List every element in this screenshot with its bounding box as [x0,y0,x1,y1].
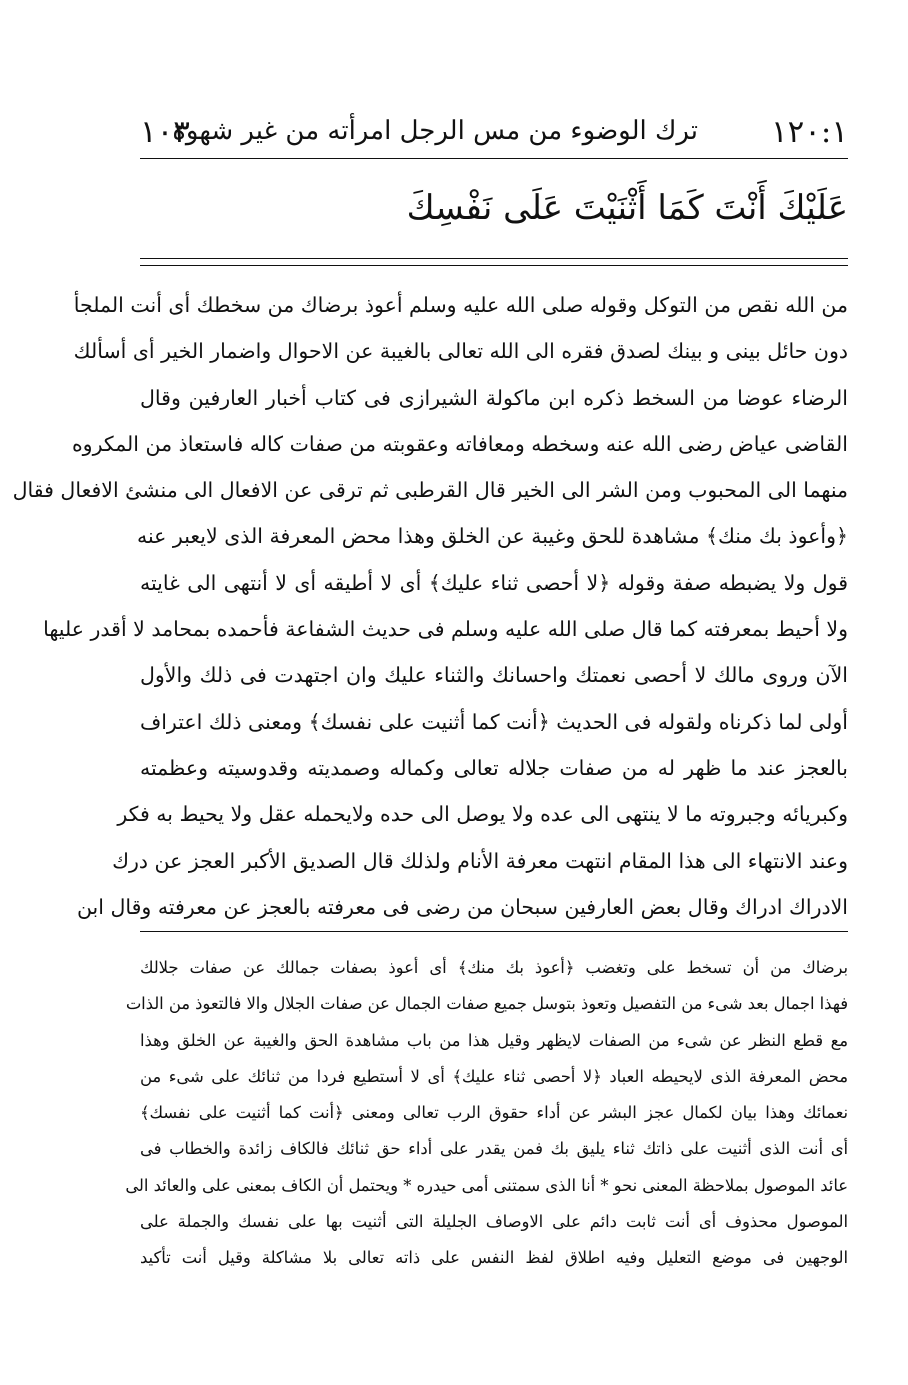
header-rule [140,158,848,159]
commentary-line: دون حائل بينى و بينك لصدق فقره الى الله تعالى بالغيبة عن الاحوال واضمار الخير أى أسألك [73,339,848,364]
double-divider [140,258,848,266]
commentary-line: الآن وروى مالك لا أحصى نعمتك واحسانك والثناء عليك وان اجتهدت فى ذلك والأول [140,663,848,688]
commentary-line: وعند الانتهاء الى هذا المقام انتهت معرفة الأنام ولذلك قال الصديق الأكبر العجز عن درك [112,848,848,873]
running-header [140,108,848,158]
hadith-reference: ١٢٠:١ [770,114,848,150]
hadith-text: عَلَيْكَ أَنْتَ كَمَا أَثْنَيْتَ عَلَى نَفْسِكَ [406,188,848,228]
commentary-line: بالعجز عند ما ظهر له من صفات جلاله تعالى وكماله وصمديته وقدوسيته وعظمته [140,755,848,780]
footnote-line: الموصول محذوف أى أنت ثابت دائم على الاوصاف الجليلة التى أثنيت بها على نفسك والجملة على [140,1212,848,1232]
commentary-line: ولا أحيط بمعرفته كما قال صلى الله عليه وسلم فى حديث الشفاعة فأحمده بمحامد لا أقدر عليها [43,617,848,642]
footnote-line: عائد الموصول بملاحظة المعنى نحو * أنا الذى سمتنى أمى حيدره * ويحتمل أن الكاف بمعنى على والعائد الى [125,1175,848,1195]
commentary-line: ﴿وأعوذ بك منك﴾ مشاهدة للحق وغيبة عن الخلق وهذا محض المعرفة الذى لايعبر عنه [137,524,848,549]
footnote-line: فهذا اجمال بعد شىء من التفصيل وتعوذ بتوسل جميع صفات الجمال عن صفات الجلال والا فالتعوذ من الذات [125,994,848,1014]
commentary-line: أولى لما ذكرناه ولقوله فى الحديث ﴿أنت كما أثنيت على نفسك﴾ ومعنى ذلك اعتراف [139,709,848,734]
footnote-block [125,950,848,1277]
page-number: ١٠٣ [140,114,190,150]
footnote-line: محض المعرفة الذى لايحيطه العباد ﴿لا أحصى ثناء عليك﴾ أى لا أستطيع فردا من ثنائك على شىء من [140,1066,848,1086]
commentary-block [12,282,848,930]
footnote-line: برضاك من أن تسخط على وتغضب ﴿أعوذ بك منك﴾ أى أعوذ بصفات جمالك عن صفات جلالك [140,958,848,977]
footnote-line: الوجهين فى موضع التعليل وفيه اطلاق لفظ النفس على ذاته تعالى بلا مشاكلة وقيل أنت تأكيد [140,1248,848,1268]
commentary-line: الرضاء عوضا من السخط ذكره ابن ماكولة الشيرازى فى كتاب أخبار العارفين وقال [140,385,848,410]
commentary-line: وكبريائه وجبروته ما لا ينتهى الى عده ولا يوصل الى حده ولايحمله عقل ولا يحيط به فكر [117,802,848,827]
commentary-line: القاضى عياض رضى الله عنه وسخطه ومعافاته وعقوبته من صفات كاله فاستعاذ من المكروه [71,431,848,456]
commentary-line: منهما الى المحبوب ومن الشر الى الخير قال القرطبى ثم ترقى عن الافعال الى منشئ الافعال فقال [12,478,848,503]
chapter-title: ترك الوضوء من مس الرجل امرأته من غير شهوة [172,116,698,146]
footnote-line: مع قطع النظر عن شىء من الصفات لايظهر وقيل هذا من باب مشاهدة الحق والغيبة عن الخلق وهذا [140,1030,848,1050]
commentary-line: من الله نقص من التوكل وقوله صلى الله عليه وسلم أعوذ برضاك من سخطك أى أنت الملجأ [73,293,848,317]
commentary-line: الادراك ادراك وقال بعض العارفين سبحان من رضى فى معرفته بالعجز عن معرفته وقال ابن [76,894,848,919]
footnote-line: نعمائك وهذا بيان لكمال عجز البشر عن أداء حقوق الرب تعالى ومعنى ﴿أنت كما أثنيت على نفسك﴾ [140,1103,848,1123]
footnote-line: أى أنت الذى أثنيت على ذاتك ثناء يليق بك فمن يقدر على أداء حق ثنائك فالكاف زائدة والخطاب فى [140,1139,848,1159]
footnote-divider [140,931,848,932]
commentary-line: قول ولا يضبطه صفة وقوله ﴿لا أحصى ثناء عليك﴾ أى لا أطيقه أى لا أنتهى الى غايته [140,570,848,595]
